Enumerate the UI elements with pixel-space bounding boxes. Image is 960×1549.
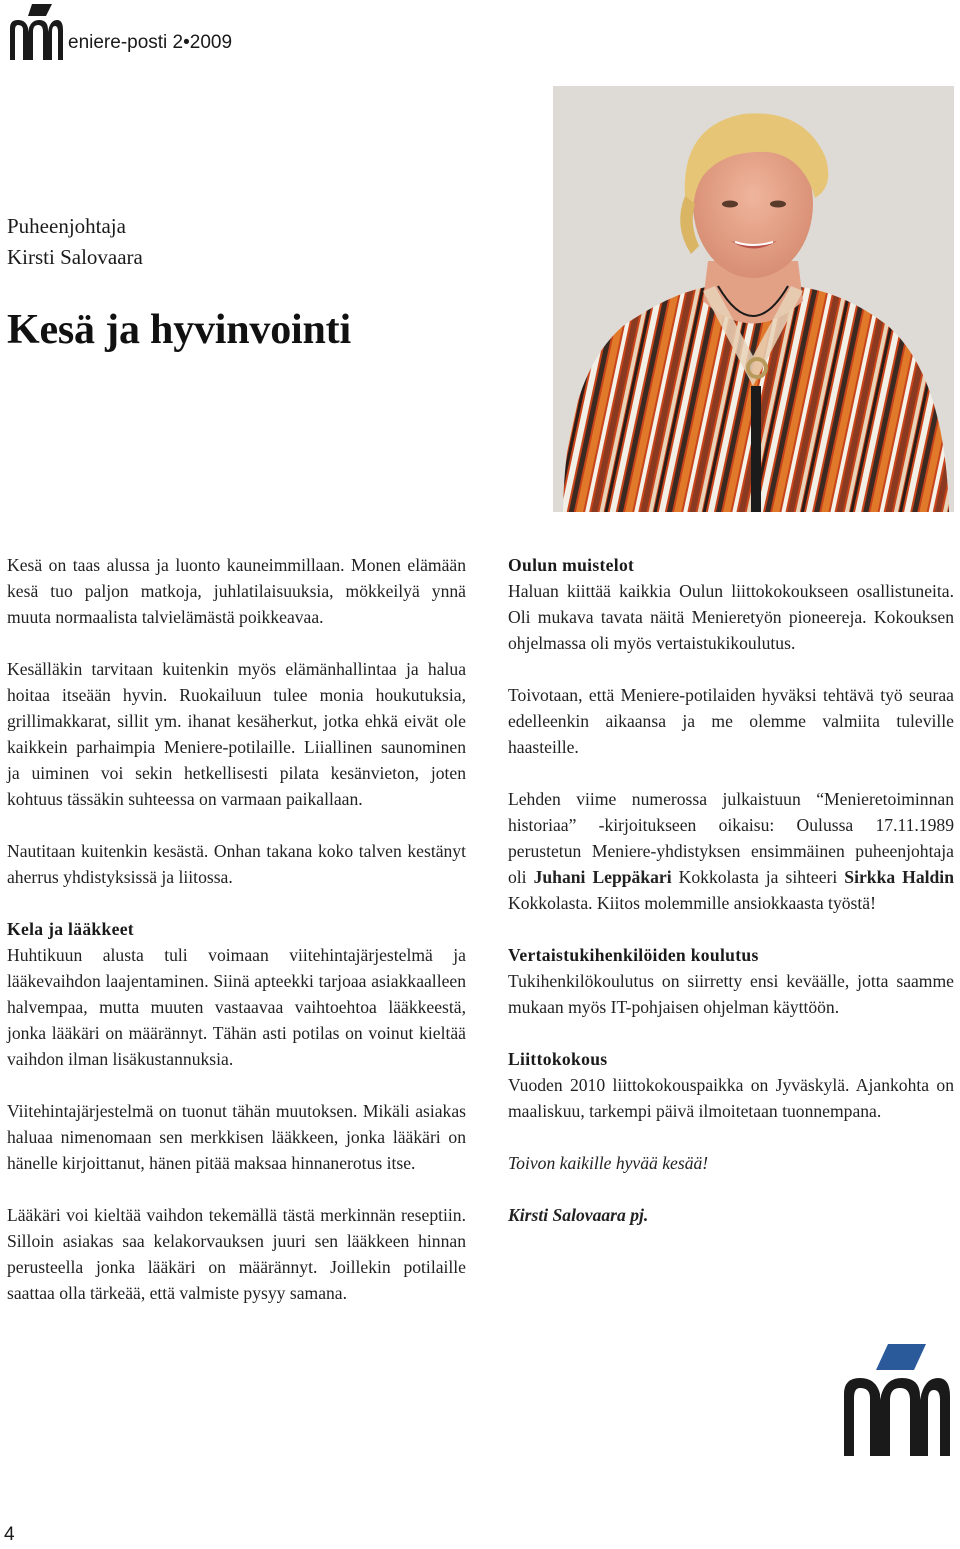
masthead xyxy=(6,2,406,62)
paragraph: Haluan kiittää kaikkia Oulun liittokokoukseen osallistuneita. Oli mukava tavata näitä Menieretyön pioneereja. Kokouksen ohjelmassa oli myös vertaistukikoulutus. xyxy=(508,581,954,653)
person-name: Juhani Leppäkari xyxy=(533,867,672,887)
paragraph: Viitehintajärjestelmä on tuonut tähän muutoksen. Mikäli asiakas haluaa nimenomaan sen merkkisen lääkkeen, jonka lääkäri on hänelle kirjoittanut, hänen pitää maksaa hinnanerotus itse. xyxy=(7,1101,466,1173)
paragraph xyxy=(508,786,954,916)
meniere-logo-icon xyxy=(6,2,64,62)
section-heading-vertaistuki: Vertaistukihenkilöiden koulutus xyxy=(508,945,759,965)
section-heading-liittokokous: Liittokokous xyxy=(508,1049,608,1069)
paragraph: Toivotaan, että Meniere-potilaiden hyväksi tehtävä työ seuraa edelleenkin aikaansa ja me olemme valmiita tuleville haasteille. xyxy=(508,685,954,757)
paragraph: Nautitaan kuitenkin kesästä. Onhan takana koko talven kestänyt aherrus yhdistyksissä ja liitossa. xyxy=(7,841,466,887)
right-column xyxy=(508,552,954,1254)
paragraph: Kesälläkin tarvitaan kuitenkin myös elämänhallintaa ja halua hoitaa itseään hyvin. Ruokailuun tulee monia houkutuksia, grillimakkarat, sillit ym. ihanat kesäherkut, jotka ehkä eivät ole kaikkein parhaimpia Meniere-potilaille. Liiallinen saunominen ja uiminen voi sekin hetkellisesti pilata kesänvieton, joten kohtuus tässäkin suhteessa on varmaan paikallaan. xyxy=(7,659,466,809)
text-run: Kokkolasta ja sihteeri xyxy=(671,867,845,887)
left-column xyxy=(7,552,466,1332)
paragraph: Vuoden 2010 liittokokouspaikka on Jyväskylä. Ajankohta on maaliskuu, tarkempi päivä ilmoitetaan tuonnempana. xyxy=(508,1075,954,1121)
text-run: Lehden viime numerossa julkaistuun “Menieretoiminnan historiaa” -kirjoitukseen oikaisu: Oulussa 17.11.1989 perustetun Meniere-yhdistyksen ensimmäinen puheenjohtaja oli xyxy=(508,789,954,887)
closing-line: Toivon kaikille hyvää kesää! xyxy=(508,1153,709,1173)
paragraph: Lääkäri voi kieltää vaihdon tekemällä tästä merkinnän reseptiin. Silloin asiakas saa kelakorvauksen juuri sen lääkkeen hinnan perusteella jonka lääkäri on määrännyt. Joillekin potilaille saattaa olla tärkeää, että valmiste pysyy samana. xyxy=(7,1205,466,1303)
paragraph: Kesä on taas alussa ja luonto kauneimmillaan. Monen elämään kesä tuo paljon matkoja, juhlatilaisuuksia, mökkeilyä ynnä muuta normaalista talvielämästä poikkeavaa. xyxy=(7,555,466,627)
page-number: 4 xyxy=(4,1524,15,1545)
author-name: Kirsti Salovaara xyxy=(7,245,143,269)
portrait-photo xyxy=(553,86,954,512)
paragraph: Huhtikuun alusta tuli voimaan viitehintajärjestelmä ja lääkevaihdon laajentaminen. Siinä apteekki tarjoaa asiakkaalleen halvempaa, mutta muuten vastaavaa vaihtoehtoa lääkkeestä, jonka lääkäri on määrännyt. Tähän asti potilas on voinut kieltää vaihdon ilman lisäkustannuksia. xyxy=(7,945,466,1069)
section-heading-oulu: Oulun muistelot xyxy=(508,555,635,575)
text-run: Kokkolasta. Kiitos molemmille ansiokkaasta työstä! xyxy=(508,893,876,913)
meniere-logo-icon xyxy=(836,1340,954,1458)
page-title: Kesä ja hyvinvointi xyxy=(7,307,351,353)
section-heading-kela: Kela ja lääkkeet xyxy=(7,919,134,939)
issue-label: eniere-posti 2•2009 xyxy=(68,32,233,53)
person-name: Sirkka Haldin xyxy=(844,867,954,887)
author-role: Puheenjohtaja xyxy=(7,214,126,238)
signature: Kirsti Salovaara pj. xyxy=(508,1205,649,1225)
paragraph: Tukihenkilökoulutus on siirretty ensi keväälle, jotta saamme mukaan myös IT-pohjaisen ohjelman käyttöön. xyxy=(508,971,954,1017)
